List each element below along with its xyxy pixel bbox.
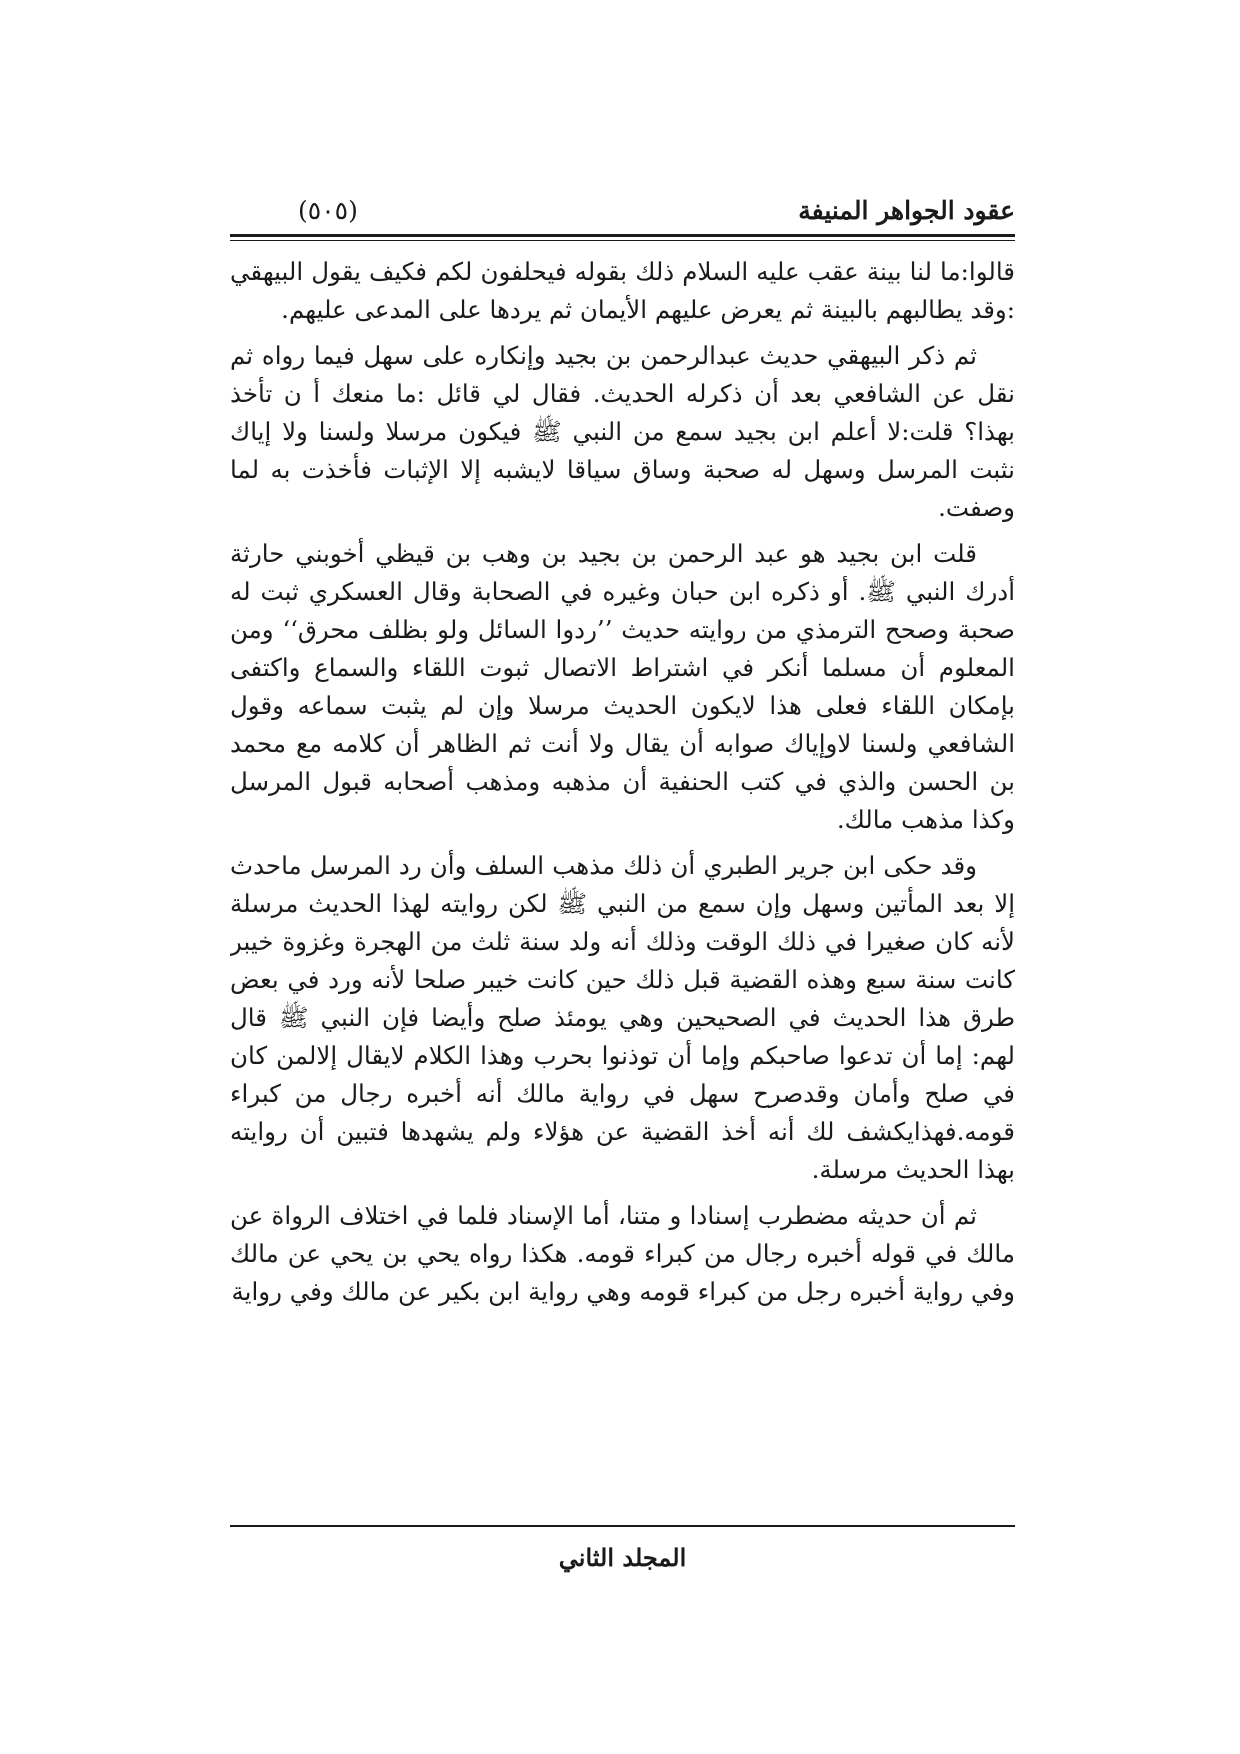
body-text xyxy=(230,253,1015,1518)
book-title: عقود الجواهر المنيفة xyxy=(798,196,1015,225)
footer-rule xyxy=(230,1525,1015,1527)
paragraph: ثم أن حديثه مضطرب إسنادا و متنا، أما الإسناد فلما في اختلاف الرواة عن مالك في قوله أخبره رجال من كبراء قومه. هكذا رواه يحي بن يحي عن مالك وفي رواية أخبره رجل من كبراء قومه وهي رواية ابن بكير عن مالك وفي رواية xyxy=(230,1201,1015,1306)
paragraph: وقد حكى ابن جرير الطبري أن ذلك مذهب السلف وأن رد المرسل ماحدث إلا بعد المأتين وسهل وإن سمع من النبي ﷺ لكن روايته لهذا الحديث مرسلة لأنه كان صغيرا في ذلك الوقت وذلك أنه ولد سنة ثلث من الهجرة وغزوة خيبر كانت سنة سبع وهذه القضية قبل ذلك حين كانت خيبر صلحا لأنه ورد في بعض طرق هذا الحديث في الصحيحين وهي يومئذ صلح وأيضا فإن النبي ﷺ قال لهم: إما أن تدعوا صاحبكم وإما أن توذنوا بحرب وهذا الكلام لايقال إلالمن كان في صلح وأمان وقدصرح سهل في رواية مالك أنه أخبره رجال من كبراء قومه.فهذايكشف لك أنه أخذ القضية عن هؤلاء ولم يشهدها فتبين أن روايته بهذا الحديث مرسلة. xyxy=(230,851,1015,1184)
paragraph: قالوا:ما لنا بينة عقب عليه السلام ذلك بقوله فيحلفون لكم فكيف يقول البيهقي :وقد يطالبهم بالبينة ثم يعرض عليهم الأيمان ثم يردها على المدعى عليهم. xyxy=(230,257,1015,324)
page-number: (٥٠٥) xyxy=(298,196,358,225)
header-rule-thin xyxy=(230,240,1015,241)
paragraph: ثم ذكر البيهقي حديث عبدالرحمن بن بجيد وإنكاره على سهل فيما رواه ثم نقل عن الشافعي بعد أن ذكرله الحديث. فقال لي قائل :ما منعك أ ن تأخذ بهذا؟ قلت:لا أعلم ابن بجيد سمع من النبي ﷺ فيكون مرسلا ولسنا ولا إياك نثبت المرسل وسهل له صحبة وساق سياقا لايشبه إلا الإثبات فأخذت به لما وصفت. xyxy=(230,341,1015,522)
header-rule-thick xyxy=(230,234,1015,237)
volume-label: المجلد الثاني xyxy=(558,1543,687,1572)
page-header xyxy=(230,188,1015,234)
paragraph: قلت ابن بجيد هو عبد الرحمن بن بجيد بن وهب بن قيظي أخوبني حارثة أدرك النبي ﷺ. أو ذكره ابن حبان وغيره في الصحابة وقال العسكري ثبت له صحبة وصحح الترمذي من روايته حديث ’’ردوا السائل ولو بظلف محرق‘‘ ومن المعلوم أن مسلما أنكر في اشتراط الاتصال ثبوت اللقاء والسماع واكتفى بإمكان اللقاء فعلى هذا لايكون الحديث مرسلا وإن لم يثبت سماعه وقول الشافعي ولسنا لاوإياك صوابه أن يقال ولا أنت ثم الظاهر أن كلامه مع محمد بن الحسن والذي في كتب الحنفية أن مذهبه ومذهب أصحابه قبول المرسل وكذا مذهب مالك. xyxy=(230,539,1015,834)
